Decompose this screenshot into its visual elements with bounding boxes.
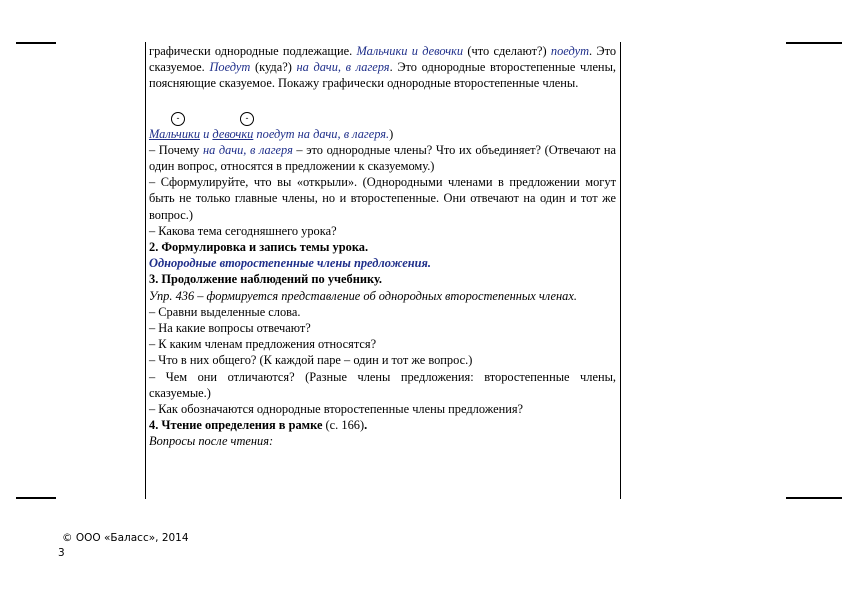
question-4: – Сравни выделенные слова.: [149, 304, 301, 319]
exercise-note: Упр. 436 – формируется представление об однородных второстепенных членах.: [149, 288, 577, 303]
question-6: – К каким членам предложения относятся?: [149, 337, 377, 352]
question-5: – На какие вопросы отвечают?: [149, 321, 311, 336]
question-7: – Что в них общего? (К каждой паре – один и тот же вопрос.): [149, 353, 473, 368]
heading-step-4: 4. Чтение определения в рамке (с. 166).: [149, 418, 368, 433]
question-8: – Чем они отличаются? (Разные члены предложения: второстепенные члены, сказуемые.): [149, 369, 616, 400]
parsing-markers: [149, 112, 616, 126]
page-number: 3: [58, 547, 65, 559]
lesson-text-cell: [149, 43, 616, 450]
heading-step-2: 2. Формулировка и запись темы урока.: [149, 240, 369, 255]
question-3: – Какова тема сегодняшнего урока?: [149, 223, 337, 238]
table-column-divider-2: [620, 42, 621, 499]
heading-step-3: 3. Продолжение наблюдений по учебнику.: [149, 272, 383, 287]
example-sentence: Мальчики и девочки поедут на дачи, в лагеря.): [149, 126, 394, 141]
table-top-border-left: [16, 42, 56, 44]
table-bottom-border-right: [786, 497, 842, 499]
marker-circle-1: -: [171, 112, 185, 126]
marker-circle-2: -: [240, 112, 254, 126]
table-bottom-border-left: [16, 497, 56, 499]
table-top-border-right: [786, 42, 842, 44]
question-2: – Сформулируйте, что вы «открыли». (Однородными членами в предложении могут быть не только главные члены, но и второстепенные. Они отвечают на один и тот же вопрос.): [149, 175, 616, 222]
highlight-subjects: Мальчики и девочки: [356, 44, 464, 58]
question-1: – Почему на дачи, в лагеря – это однородные члены? Что их объединяет? (Отвечают на один вопрос, относятся в предложении к сказуемому.): [149, 142, 616, 174]
paragraph-intro: графически однородные подлежащие. Мальчики и девочки (что сделают?) поедут. Это сказуемое. Поедут (куда?) на дачи, в лагеря. Это однородные второстепенные члены, поясняющие сказуемое. Покажу графически однородные второстепенные члены.: [149, 44, 617, 91]
copyright-footer: © ООО «Баласс», 2014: [62, 532, 189, 544]
question-9: – Как обозначаются однородные второстепенные члены предложения?: [149, 402, 524, 417]
questions-after-reading: Вопросы после чтения:: [149, 434, 274, 449]
lesson-topic: Однородные второстепенные члены предложения.: [149, 256, 432, 271]
table-column-divider-1: [145, 42, 146, 499]
